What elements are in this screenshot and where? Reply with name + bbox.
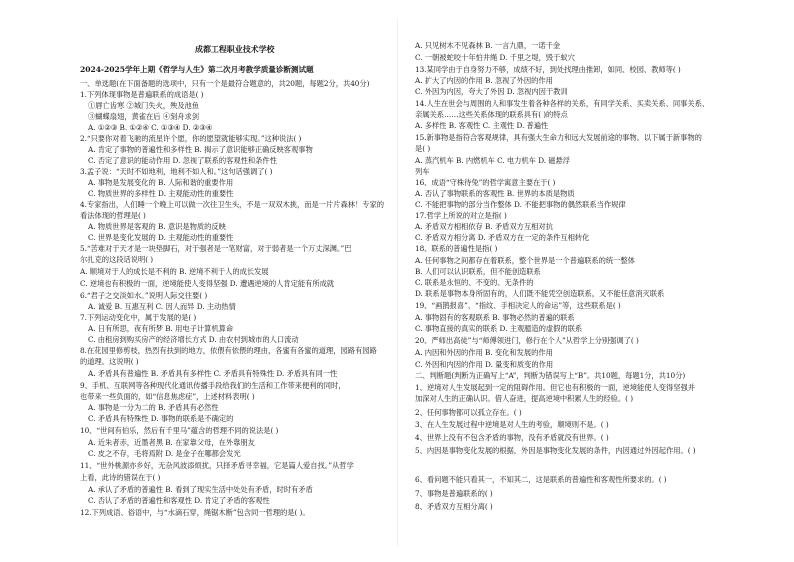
left-line: 2.“只要你对着飞驰的流星许个愿，你的愿望就能够实现。”这种说法( ) — [80, 134, 302, 143]
right-line: 亲属关系……这些关系体现的联系具有( )的特点 — [415, 110, 568, 119]
right-line: C. 外因和内因的作用 D. 量变和质变的作用 — [415, 360, 554, 369]
right-line: A. 扩大了内因的作用 B. 忽视了外因的作用 — [415, 76, 553, 85]
left-line: ①唇亡齿寒 ②城门失火，殃及池鱼 — [88, 101, 199, 110]
left-line: 8.在花园里修剪枝，热烈有扶到的地方，依偎有依偎的理由，各蜜有各蜜的道理，园路有园路 — [80, 346, 377, 355]
right-line: 2、任何事物都可以孤立存在。( ) — [415, 408, 522, 417]
left-line: A. 事物是一分为二的 B. 矛盾具有必然性 — [88, 403, 219, 412]
left-line: 也带来一些负面的，如“信息焦虑症”，上述材料表明( ) — [80, 392, 255, 401]
right-line: 14.人生在世会与周围的人和事发生着各种各样的关系，有同学关系、买卖关系、同事关系、 — [415, 99, 710, 108]
right-line: 19、“画鹊报喜”、“指纹、手相决定人的命运”等，这些联系是( ) — [415, 301, 621, 310]
left-line: A. 肯定了事物的普遍性和多样性 B. 揭示了意识能够正确反映客观事物 — [88, 145, 313, 154]
left-line: 7.下列运动变化中，属于发展的是( ) — [80, 313, 197, 322]
right-line: A. 多样性 B. 客观性 C. 主观性 D. 普遍性 — [415, 121, 549, 130]
left-line: C. 由租房到购买房产的经济增长方式 D. 由农村到城市的人口流动 — [88, 335, 299, 344]
right-line: 13.某同学由于自身努力不够，成绩不好，到处找理由推卸，如同、校园、教师等( ) — [415, 65, 681, 74]
left-line: C. 世界是变化发展的 D. 主观能动性的重要性 — [88, 233, 234, 242]
school-name: 成都工程职业技术学校 — [195, 44, 275, 54]
left-line: A. 承认了矛盾的普遍性 B. 看到了现实生活中处处有矛盾，时时有矛盾 — [88, 485, 313, 494]
right-line: 1、逆境对人生发展起到一定的阻碍作用。但它也有积极的一面，逆境能使人变得坚强并 — [415, 383, 695, 392]
left-line: C. 物质世界的多样性 D. 主观能动性的重要性 — [88, 189, 234, 198]
left-line: 5.“苦难对于天才是一块垫脚石，对于强者是一笔财富，对于弱者是一个万丈深渊。”巴 — [80, 244, 352, 253]
left-line: 6.“君子之交淡如水。”说明人际交往要( ) — [80, 291, 208, 300]
exam-title: 2024-2025学年上期《哲学与人生》第二次月考教学质量诊断测试题 — [80, 65, 314, 74]
left-line: A. 物质世界是客观的 B. 意识是物质的反映 — [88, 222, 226, 231]
left-line: A. 矛盾具有普遍性 B. 矛盾具有多样性 C. 矛盾具有特殊性 D. 矛盾具有同一性 — [88, 369, 338, 378]
right-line: A. 只见树木不见森林 B. 一言九鼎，一诺千金 — [415, 41, 561, 50]
left-line: 11、“世外桃源亦乡好，无杂风波添烦扰，只择矛盾寻幸福，它是篇人爱自找。”从哲学 — [80, 461, 354, 470]
right-line: 加深对人生的正确认识。借人奋进，提高逆境中积累人生的经验。( ) — [415, 394, 634, 403]
left-line: C. 逆境也有积极的一面，逆境能使人变得坚强 D. 遭遇逆境的人肯定能有所成就 — [80, 279, 335, 288]
right-line: B. 人们可以认识联系，但不能创造联系 — [415, 267, 541, 276]
left-line: 9、手机、互联网等各种现代化通讯传播手段给我们的生活和工作带来便利的同时， — [80, 381, 346, 390]
right-line: A. 事物固有的客观联系 B. 事物必然的普遍的联系 — [415, 313, 575, 322]
right-line: 17.哲学上所说的对立是指( ) — [415, 211, 507, 220]
right-line: 7、事物是普遍联系的( ) — [415, 489, 493, 498]
left-line: 1.下列体现事物是普遍联系的成语是( ) — [80, 90, 204, 99]
right-line: A. 否认了事物联系的客观性 B. 世界的本质是物质 — [415, 189, 575, 198]
right-line: 是( ) — [415, 144, 431, 153]
right-line: 4、世界上没有不包含矛盾的事物，没有矛盾就没有世界。( ) — [415, 433, 609, 442]
right-column — [397, 0, 794, 562]
right-line: C. 联系是永恒的、不变的、无条件的 — [415, 278, 534, 287]
right-line: 18、联系的普遍性是指( ) — [415, 244, 498, 253]
left-line: ③蝴蝶扇翅，黄雀在后 ④刻舟求剑 — [88, 112, 199, 121]
left-line: 3.孟子说：“天时不如地利，地利不如人和。”这句话强调了( ) — [80, 167, 273, 176]
left-line: 一、单选题(在下面备题的选项中，只有一个是最符合题意的，共20题，每题2分，共40分) — [80, 79, 370, 88]
left-line: A. ①②③ B. ①②④ C. ①③④ D. ②③④ — [88, 123, 213, 132]
left-line: 上看，此诗的错误在于( ) — [80, 473, 161, 482]
left-line: 4.专家指出，人们睡一个晚上可以做一次往卫生头，不是一双双木挑，而是一片片森林！专家的 — [80, 200, 384, 209]
right-line: 6、看问题不能只看其一，不知其二，这是联系的普遍性和客观性所要求的。( ) — [415, 475, 667, 484]
right-line: A. 蒸汽机车 B. 内燃机车 C. 电力机车 D. 磁悬浮 — [415, 156, 571, 165]
left-line: C. 否定了意识的能动作用 D. 忽视了联系的客观性和条件性 — [88, 156, 277, 165]
left-line: A. 事物是发展变化的 B. 人际和谐的重要作用 — [88, 178, 234, 187]
right-line: 20、严师出高徒”与“师傅领进门，修行在个人”从哲学上分别强调了( ) — [415, 336, 639, 345]
left-line: C. 皮之不存，毛将焉附 D. 是金子在哪都会发光 — [88, 449, 241, 458]
right-line: A. 任何事物之间都存在着联系，整个世界是一个普遍联系的统一整体 — [415, 256, 635, 265]
right-line: C. 不能把事物的部分当作整体 D. 不能把事物的偶然联系当作规律 — [415, 200, 626, 209]
right-line: D. 联系是事物本身所固有的，人们既不能凭空创造联系，又不能任意消灭联系 — [415, 289, 665, 298]
right-line: 二、判断题(判断为正确写上“A”，判断为错误写上“B”。共10题，每题1分，共10分) — [415, 371, 686, 380]
right-line: 3、在人生发展过程中逆境是对人生的考验，顺境则不是。( ) — [415, 420, 609, 429]
left-line: C. 矛盾具有特殊性 D. 事物的联系是不确定的 — [88, 414, 234, 423]
right-line: 5、内因是事物变化发展的根据，外因是事物变化发展的条件，内因通过外因起作用。( ) — [415, 446, 696, 455]
left-line: A. 近朱者赤，近墨者黑 B. 在家靠父母，在外靠朋友 — [88, 438, 255, 447]
right-line: C. 矛盾双方相分离 D. 矛盾双方在一定的条件互相转化 — [415, 233, 590, 242]
left-line: C. 否认了矛盾的普遍性和客观性 D. 肯定了矛盾的客观性 — [88, 496, 270, 505]
left-line: A. 顺境对于人的成长是不利的 B. 逆境不利于人的成长发展 — [80, 267, 269, 276]
left-line: 10、“世间有伯乐，然后有千里马”蕴含的哲理不同的说法是( ) — [80, 426, 279, 435]
right-line: A. 内因和外因的作用 B. 变化和发展的作用 — [415, 348, 553, 357]
right-line: 8、矛盾双方互相分离( ) — [415, 502, 493, 511]
left-line: 看法体现的哲理是( ) — [80, 211, 146, 220]
right-line: A. 矛盾双方相相依存 B. 矛盾双方互相对抗 — [415, 222, 553, 231]
right-line: 15.新事物是指符合客观规律，具有强大生命力和远大发展前途的事物。以下属于新事物的 — [415, 133, 702, 142]
right-line: C. 一朝被蛇咬十年怕井绳 D. 千里之堤，毁于蚁穴 — [415, 53, 575, 62]
left-line: A. 日有所思，夜有所梦 B. 用电子计算机算命 — [88, 324, 234, 333]
right-line: C. 事物直接的真实的联系 D. 主观臆造的虚假的联系 — [415, 324, 583, 333]
left-line: 12.下列成语、俗语中，与“水滴石穿，绳锯木断”包含同一哲理的是( )。 — [80, 508, 310, 517]
left-line: 的道理。这说明( ) — [80, 357, 139, 366]
right-line: 16、成语“守株待兔”的哲学寓意主要在于( ) — [415, 178, 556, 187]
left-line: 尔扎克的这段话说明( ) — [80, 255, 154, 264]
right-line: 列车 — [415, 167, 430, 176]
right-line: C. 外因为内因，夸大了外因 D. 忽视内因干教训 — [415, 87, 568, 96]
left-line: A. 诚爱 B. 互惠互利 C. 因人而异 D. 主动热情 — [88, 302, 236, 311]
